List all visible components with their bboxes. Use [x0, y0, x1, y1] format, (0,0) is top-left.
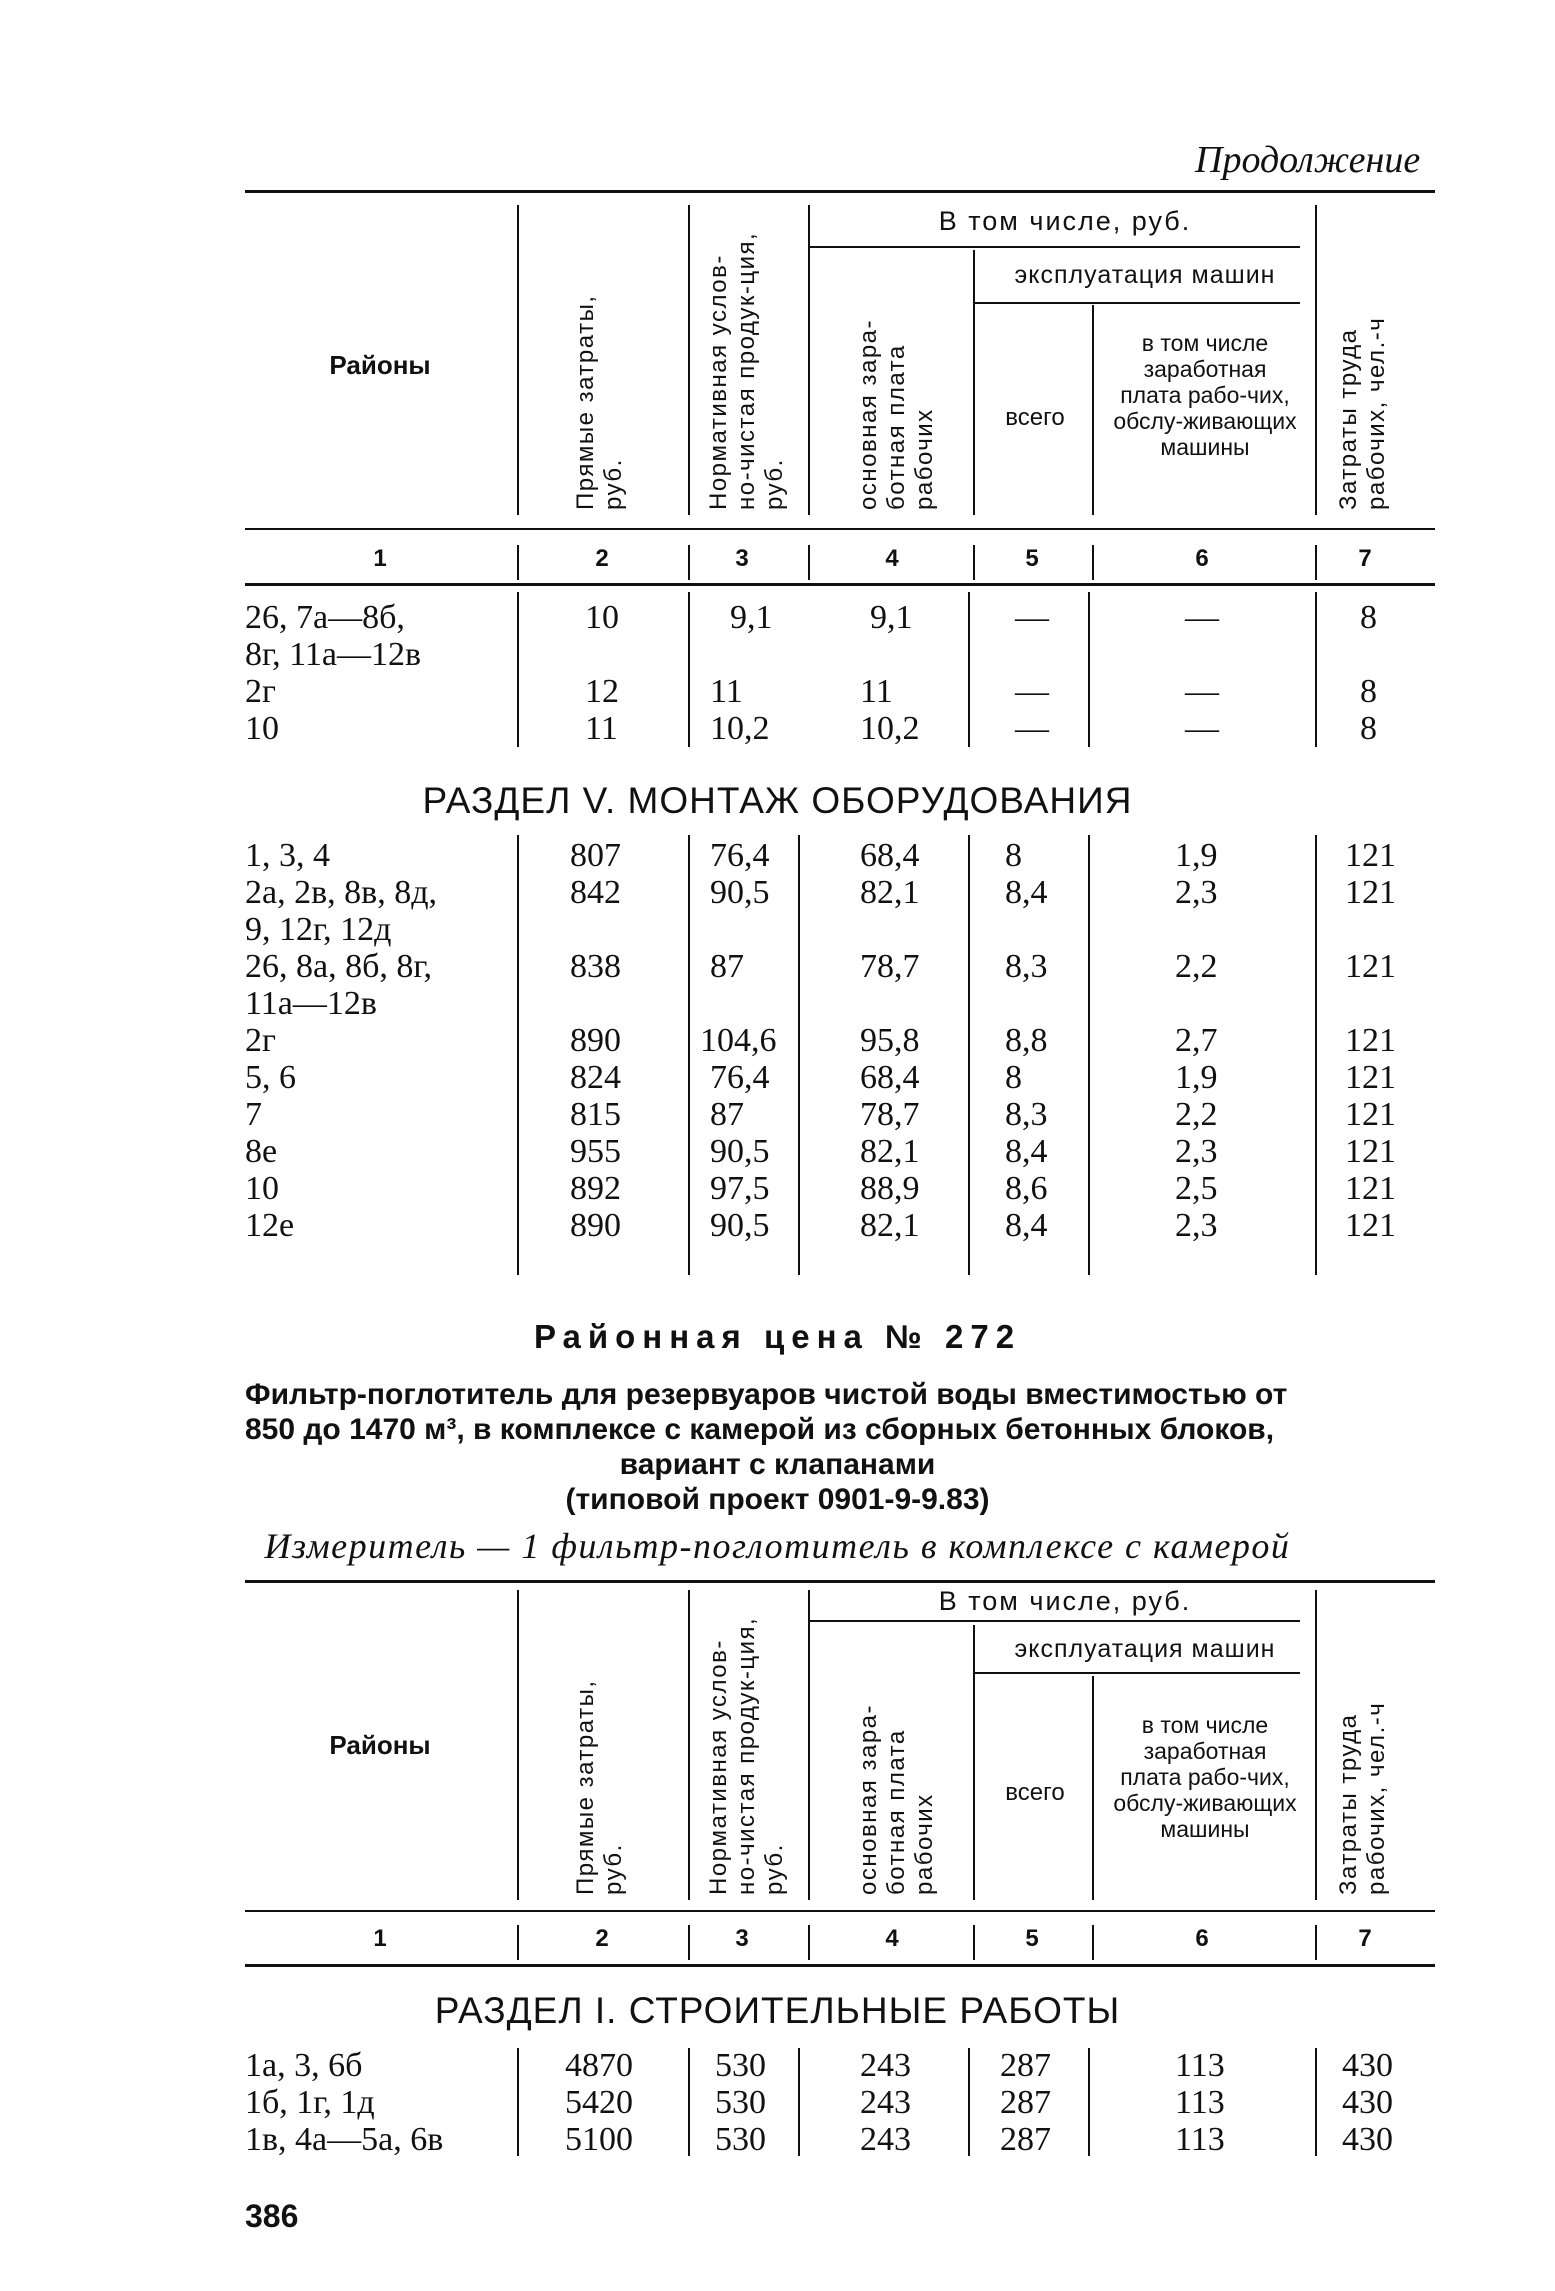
direct-costs-cell: 11 [585, 710, 618, 747]
header-incl: В том числе, руб. [938, 1586, 1192, 1616]
region-cell: 11а—12в [245, 985, 377, 1022]
base-salary-cell: 78,7 [860, 1096, 920, 1133]
region-cell: 26, 8а, 8б, 8г, [245, 948, 432, 985]
col-num-6: 6 [1195, 1925, 1209, 1952]
base-salary-cell: 10,2 [860, 710, 920, 747]
col-num-4: 4 [885, 1925, 899, 1952]
col-num-7: 7 [1358, 1925, 1372, 1952]
normative-cell: 530 [715, 2084, 766, 2121]
machine-salary-cell: 2,2 [1175, 948, 1218, 985]
region-cell: 1а, 3, 6б [245, 2047, 363, 2084]
machine-salary-cell: 2,5 [1175, 1170, 1218, 1207]
header-incl-salary: в том числе заработная плата рабо-чих, обслу-живающих машины [1113, 330, 1297, 460]
machine-salary-cell: 113 [1175, 2084, 1225, 2121]
machine-total-cell: 287 [1000, 2121, 1051, 2158]
labor-cell: 430 [1342, 2047, 1393, 2084]
normative-cell: 9,1 [730, 599, 773, 636]
header-base-salary: основная зара-ботная плата рабочих [855, 318, 938, 510]
region-cell: 9, 12г, 12д [245, 911, 392, 948]
header-direct-costs: Прямые затраты, руб. [572, 294, 627, 510]
base-salary-cell: 11 [860, 673, 893, 710]
header-base-salary: основная зара-ботная плата рабочих [855, 1703, 938, 1895]
header-normative: Нормативная услов-но-чистая продук-ция, руб. [705, 231, 788, 510]
col-num-7: 7 [1358, 545, 1372, 572]
normative-cell: 90,5 [710, 874, 770, 911]
machine-salary-cell: 113 [1175, 2121, 1225, 2158]
labor-cell: 121 [1345, 1207, 1396, 1244]
base-salary-cell: 78,7 [860, 948, 920, 985]
direct-costs-cell: 12 [585, 673, 619, 710]
normative-cell: 90,5 [710, 1133, 770, 1170]
direct-costs-cell: 4870 [565, 2047, 633, 2084]
col-num-1: 1 [373, 1925, 387, 1952]
normative-cell: 530 [715, 2121, 766, 2158]
base-salary-cell: 88,9 [860, 1170, 920, 1207]
machine-salary-cell: 1,9 [1175, 1059, 1218, 1096]
continuation-label: Продолжение [1195, 139, 1421, 181]
base-salary-cell: 243 [860, 2047, 911, 2084]
price-title: Районная цена № 272 [533, 1318, 1022, 1355]
labor-cell: 121 [1345, 837, 1396, 874]
col-num-1: 1 [373, 545, 387, 572]
price-meter: Измеритель — 1 фильтр-поглотитель в комплексе с камерой [264, 1526, 1291, 1566]
machine-total-cell: 8,3 [1005, 1096, 1048, 1133]
col-num-6: 6 [1195, 545, 1209, 572]
machine-total-cell: — [1015, 710, 1049, 747]
machine-total-cell: 8,4 [1005, 874, 1048, 911]
col-num-5: 5 [1025, 1925, 1039, 1952]
machine-total-cell: 287 [1000, 2084, 1051, 2121]
base-salary-cell: 68,4 [860, 1059, 920, 1096]
normative-cell: 97,5 [710, 1170, 770, 1207]
region-cell: 10 [245, 710, 279, 747]
price-description-line-3: вариант с клапанами [619, 1448, 936, 1481]
direct-costs-cell: 807 [570, 837, 621, 874]
region-cell: 2а, 2в, 8в, 8д, [245, 874, 437, 911]
base-salary-cell: 82,1 [860, 874, 920, 911]
direct-costs-cell: 10 [585, 599, 619, 636]
region-cell: 2г [245, 1022, 276, 1059]
machine-total-cell: 8,6 [1005, 1170, 1048, 1207]
machine-salary-cell: 2,3 [1175, 874, 1218, 911]
header-labor: Затраты труда рабочих, чел.-ч [1335, 1701, 1390, 1895]
machine-salary-cell: 2,3 [1175, 1133, 1218, 1170]
machine-salary-cell: — [1185, 710, 1219, 747]
machine-total-cell: 8,3 [1005, 948, 1048, 985]
normative-cell: 76,4 [710, 837, 770, 874]
machine-salary-cell: 2,2 [1175, 1096, 1218, 1133]
machine-salary-cell: 113 [1175, 2047, 1225, 2084]
col-num-2: 2 [595, 545, 609, 572]
region-cell: 12е [245, 1207, 295, 1244]
normative-cell: 11 [710, 673, 743, 710]
machine-total-cell: — [1015, 673, 1049, 710]
normative-cell: 10,2 [710, 710, 770, 747]
machine-salary-cell: 2,3 [1175, 1207, 1218, 1244]
region-cell: 2г [245, 673, 276, 710]
machine-total-cell: 8 [1005, 837, 1022, 874]
machine-salary-cell: 1,9 [1175, 837, 1218, 874]
labor-cell: 121 [1345, 874, 1396, 911]
direct-costs-cell: 824 [570, 1059, 621, 1096]
price-description-line-2: 850 до 1470 м³, в комплексе с камерой из сборных бетонных блоков, [245, 1413, 1275, 1446]
normative-cell: 104,6 [700, 1022, 777, 1059]
price-project: (типовой проект 0901-9-9.83) [565, 1483, 990, 1516]
region-cell: 8е [245, 1133, 278, 1170]
direct-costs-cell: 955 [570, 1133, 621, 1170]
labor-cell: 121 [1345, 1096, 1396, 1133]
base-salary-cell: 68,4 [860, 837, 920, 874]
base-salary-cell: 82,1 [860, 1207, 920, 1244]
normative-cell: 530 [715, 2047, 766, 2084]
header-direct-costs: Прямые затраты, руб. [572, 1679, 627, 1895]
labor-cell: 121 [1345, 1133, 1396, 1170]
base-salary-cell: 95,8 [860, 1022, 920, 1059]
col-num-5: 5 [1025, 545, 1039, 572]
labor-cell: 8 [1360, 710, 1377, 747]
direct-costs-cell: 890 [570, 1207, 621, 1244]
col-num-4: 4 [885, 545, 899, 572]
header-total: всего [1005, 404, 1065, 431]
col-num-3: 3 [735, 545, 749, 572]
header-labor: Затраты труда рабочих, чел.-ч [1335, 316, 1390, 510]
labor-cell: 121 [1345, 1059, 1396, 1096]
base-salary-cell: 9,1 [870, 599, 913, 636]
normative-cell: 76,4 [710, 1059, 770, 1096]
page-number: 386 [245, 2198, 299, 2234]
labor-cell: 121 [1345, 1022, 1396, 1059]
direct-costs-cell: 842 [570, 874, 621, 911]
machine-total-cell: 8,4 [1005, 1133, 1048, 1170]
labor-cell: 430 [1342, 2084, 1393, 2121]
labor-cell: 121 [1345, 1170, 1396, 1207]
machine-total-cell: — [1015, 599, 1049, 636]
labor-cell: 121 [1345, 948, 1396, 985]
region-cell: 1б, 1г, 1д [245, 2084, 375, 2121]
header-incl: В том числе, руб. [938, 206, 1192, 236]
header-normative: Нормативная услов-но-чистая продук-ция, руб. [705, 1616, 788, 1895]
section-title-i: РАЗДЕЛ I. СТРОИТЕЛЬНЫЕ РАБОТЫ [434, 1990, 1121, 2031]
header-regions: Районы [329, 1730, 431, 1760]
normative-cell: 87 [710, 948, 744, 985]
machine-salary-cell: — [1185, 673, 1219, 710]
machine-total-cell: 8,8 [1005, 1022, 1048, 1059]
machine-salary-cell: 2,7 [1175, 1022, 1218, 1059]
header-regions: Районы [329, 350, 431, 380]
machine-total-cell: 8,4 [1005, 1207, 1048, 1244]
col-num-3: 3 [735, 1925, 749, 1952]
header-machine-op: эксплуатация машин [1014, 261, 1276, 289]
direct-costs-cell: 890 [570, 1022, 621, 1059]
header-incl-salary: в том числе заработная плата рабо-чих, обслу-живающих машины [1113, 1712, 1297, 1842]
direct-costs-cell: 892 [570, 1170, 621, 1207]
region-cell: 8г, 11а—12в [245, 636, 421, 673]
region-cell: 1, 3, 4 [245, 837, 330, 874]
machine-total-cell: 8 [1005, 1059, 1022, 1096]
base-salary-cell: 243 [860, 2121, 911, 2158]
region-cell: 7 [245, 1096, 262, 1133]
region-cell: 10 [245, 1170, 279, 1207]
normative-cell: 87 [710, 1096, 744, 1133]
labor-cell: 8 [1360, 673, 1377, 710]
direct-costs-cell: 838 [570, 948, 621, 985]
region-cell: 5, 6 [245, 1059, 296, 1096]
header-total: всего [1005, 1779, 1065, 1806]
base-salary-cell: 243 [860, 2084, 911, 2121]
direct-costs-cell: 5420 [565, 2084, 633, 2121]
price-description-line-1: Фильтр-поглотитель для резервуаров чистой воды вместимостью от [245, 1378, 1288, 1411]
machine-salary-cell: — [1185, 599, 1219, 636]
col-num-2: 2 [595, 1925, 609, 1952]
base-salary-cell: 82,1 [860, 1133, 920, 1170]
region-cell: 26, 7а—8б, [245, 599, 405, 636]
labor-cell: 430 [1342, 2121, 1393, 2158]
labor-cell: 8 [1360, 599, 1377, 636]
machine-total-cell: 287 [1000, 2047, 1051, 2084]
direct-costs-cell: 5100 [565, 2121, 633, 2158]
header-machine-op: эксплуатация машин [1014, 1635, 1276, 1663]
normative-cell: 90,5 [710, 1207, 770, 1244]
region-cell: 1в, 4а—5а, 6в [245, 2121, 444, 2158]
section-title-v: РАЗДЕЛ V. МОНТАЖ ОБОРУДОВАНИЯ [422, 780, 1133, 821]
direct-costs-cell: 815 [570, 1096, 621, 1133]
